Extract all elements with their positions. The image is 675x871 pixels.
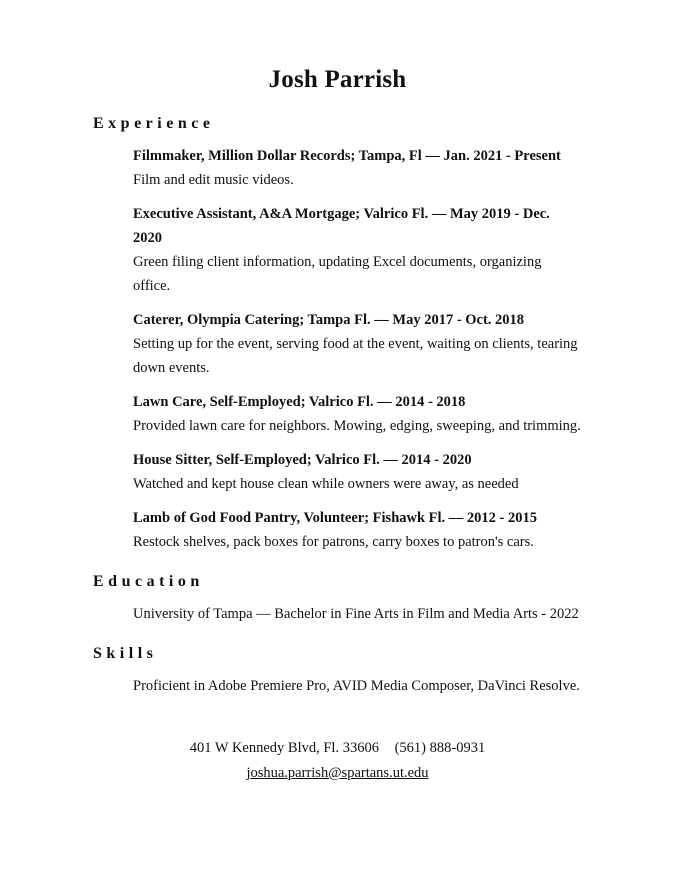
education-heading: Education (93, 573, 204, 590)
street-address: 401 W Kennedy Blvd, Fl. 33606 (189, 740, 379, 756)
phone-number: (561) 888-0931 (394, 740, 486, 756)
contact-footer (93, 736, 582, 786)
entry-description: Green filing client information, updating Excel documents, organizing office. (133, 254, 542, 294)
entry-description: Setting up for the event, serving food at the event, waiting on clients, tearing down events. (133, 336, 578, 376)
experience-entry-filmmaker (133, 144, 582, 192)
experience-entry-lawn-care (133, 390, 582, 438)
section-experience (93, 113, 582, 554)
entry-description: Film and edit music videos. (133, 172, 294, 188)
experience-entry-caterer (133, 308, 582, 380)
section-skills (93, 643, 582, 698)
skills-heading: Skills (93, 645, 158, 662)
skills-text: Proficient in Adobe Premiere Pro, AVID Media Composer, DaVinci Resolve. (133, 678, 580, 694)
experience-heading: Experience (93, 115, 215, 132)
section-education (93, 571, 582, 626)
address-phone-line (93, 736, 582, 761)
email-link[interactable]: joshua.parrish@spartans.ut.edu (246, 765, 429, 781)
entry-description: Watched and kept house clean while owners were away, as needed (133, 476, 519, 492)
experience-entries (93, 144, 582, 554)
entry-headline: Filmmaker, Million Dollar Records; Tampa, Fl — Jan. 2021 - Present (133, 148, 561, 164)
experience-entry-house-sitter (133, 448, 582, 496)
entry-description: Provided lawn care for neighbors. Mowing, edging, sweeping, and trimming. (133, 418, 581, 434)
experience-entry-executive-assistant (133, 202, 582, 298)
entry-headline: Lawn Care, Self-Employed; Valrico Fl. — 2014 - 2018 (133, 394, 466, 410)
entry-description: Restock shelves, pack boxes for patrons, carry boxes to patron's cars. (133, 534, 534, 550)
experience-entry-food-pantry (133, 506, 582, 554)
entry-headline: Executive Assistant, A&A Mortgage; Valrico Fl. — May 2019 - Dec. 2020 (133, 206, 550, 246)
entry-headline: House Sitter, Self-Employed; Valrico Fl. — 2014 - 2020 (133, 452, 472, 468)
entry-headline: Caterer, Olympia Catering; Tampa Fl. — May 2017 - Oct. 2018 (133, 312, 525, 328)
education-degree-line: University of Tampa — Bachelor in Fine Arts in Film and Media Arts - 2022 (133, 606, 579, 622)
entry-headline: Lamb of God Food Pantry, Volunteer; Fishawk Fl. — 2012 - 2015 (133, 510, 538, 526)
resume-name-title: Josh Parrish (268, 66, 407, 93)
